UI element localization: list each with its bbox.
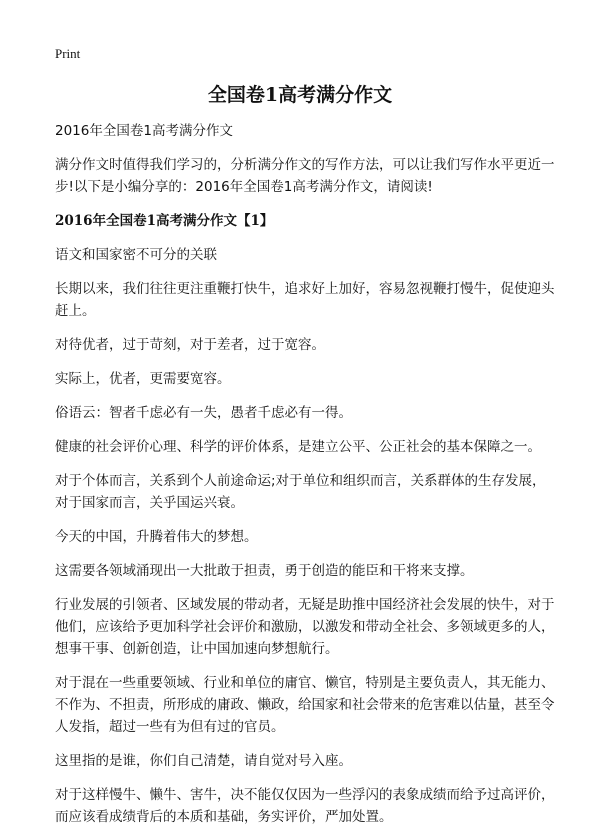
paragraph: 这里指的是谁，你们自己清楚，请自觉对号入座。 [55,753,352,769]
article-subtitle: 2016年全国卷1高考满分作文 [55,123,233,139]
paragraph: 对于个体而言，关系到个人前途命运;对于单位和组织而言，关系群体的生存发展，对于国家而言，关乎国运兴衰。 [55,473,546,511]
page-title: 全国卷1高考满分作文 [207,84,393,106]
paragraph: 今天的中国，升腾着伟大的梦想。 [55,529,258,545]
paragraph: 对于混在一些重要领域、行业和单位的庸官、懒官，特别是主要负责人，其无能力、不作为、不担责，所形成的庸政、懒政，给国家和社会带来的危害难以估量，甚至令人发指，超过一些有为但有过的官员。 [55,675,555,735]
print-link[interactable]: Print [55,46,81,61]
paragraph: 行业发展的引领者、区域发展的带动者，无疑是助推中国经济社会发展的快牛，对于他们，应该给予更加科学社会评价和激励，以激发和带动全社会、多领域更多的人，想事干事、创新创造，让中国加速向梦想航行。 [55,597,555,657]
paragraph: 这需要各领域涌现出一大批敢于担责，勇于创造的能臣和干将来支撑。 [55,563,474,579]
paragraph: 对于这样慢牛、懒牛、害牛，决不能仅仅因为一些浮闪的表象成绩而给予过高评价，而应该看成绩背后的本质和基础，务实评价，严加处置。 [55,787,555,825]
paragraph: 长期以来，我们往往更注重鞭打快牛，追求好上加好，容易忽视鞭打慢牛，促使迎头赶上。 [55,281,555,319]
paragraph: 健康的社会评价心理、科学的评价体系，是建立公平、公正社会的基本保障之一。 [55,439,541,455]
essay-title: 语文和国家密不可分的关联 [55,247,217,263]
paragraph: 对待优者，过于苛刻，对于差者，过于宽容。 [55,337,325,353]
article-body [55,120,555,840]
paragraph: 实际上，优者，更需要宽容。 [55,371,231,387]
article-intro: 满分作文时值得我们学习的，分析满分作文的写作方法，可以让我们写作水平更近一步!以下是小编分享的：2016年全国卷1高考满分作文，请阅读! [55,157,555,195]
paragraph: 俗语云：智者千虑必有一失，愚者千虑必有一得。 [55,405,352,421]
section-heading: 2016年全国卷1高考满分作文【1】 [55,213,274,229]
